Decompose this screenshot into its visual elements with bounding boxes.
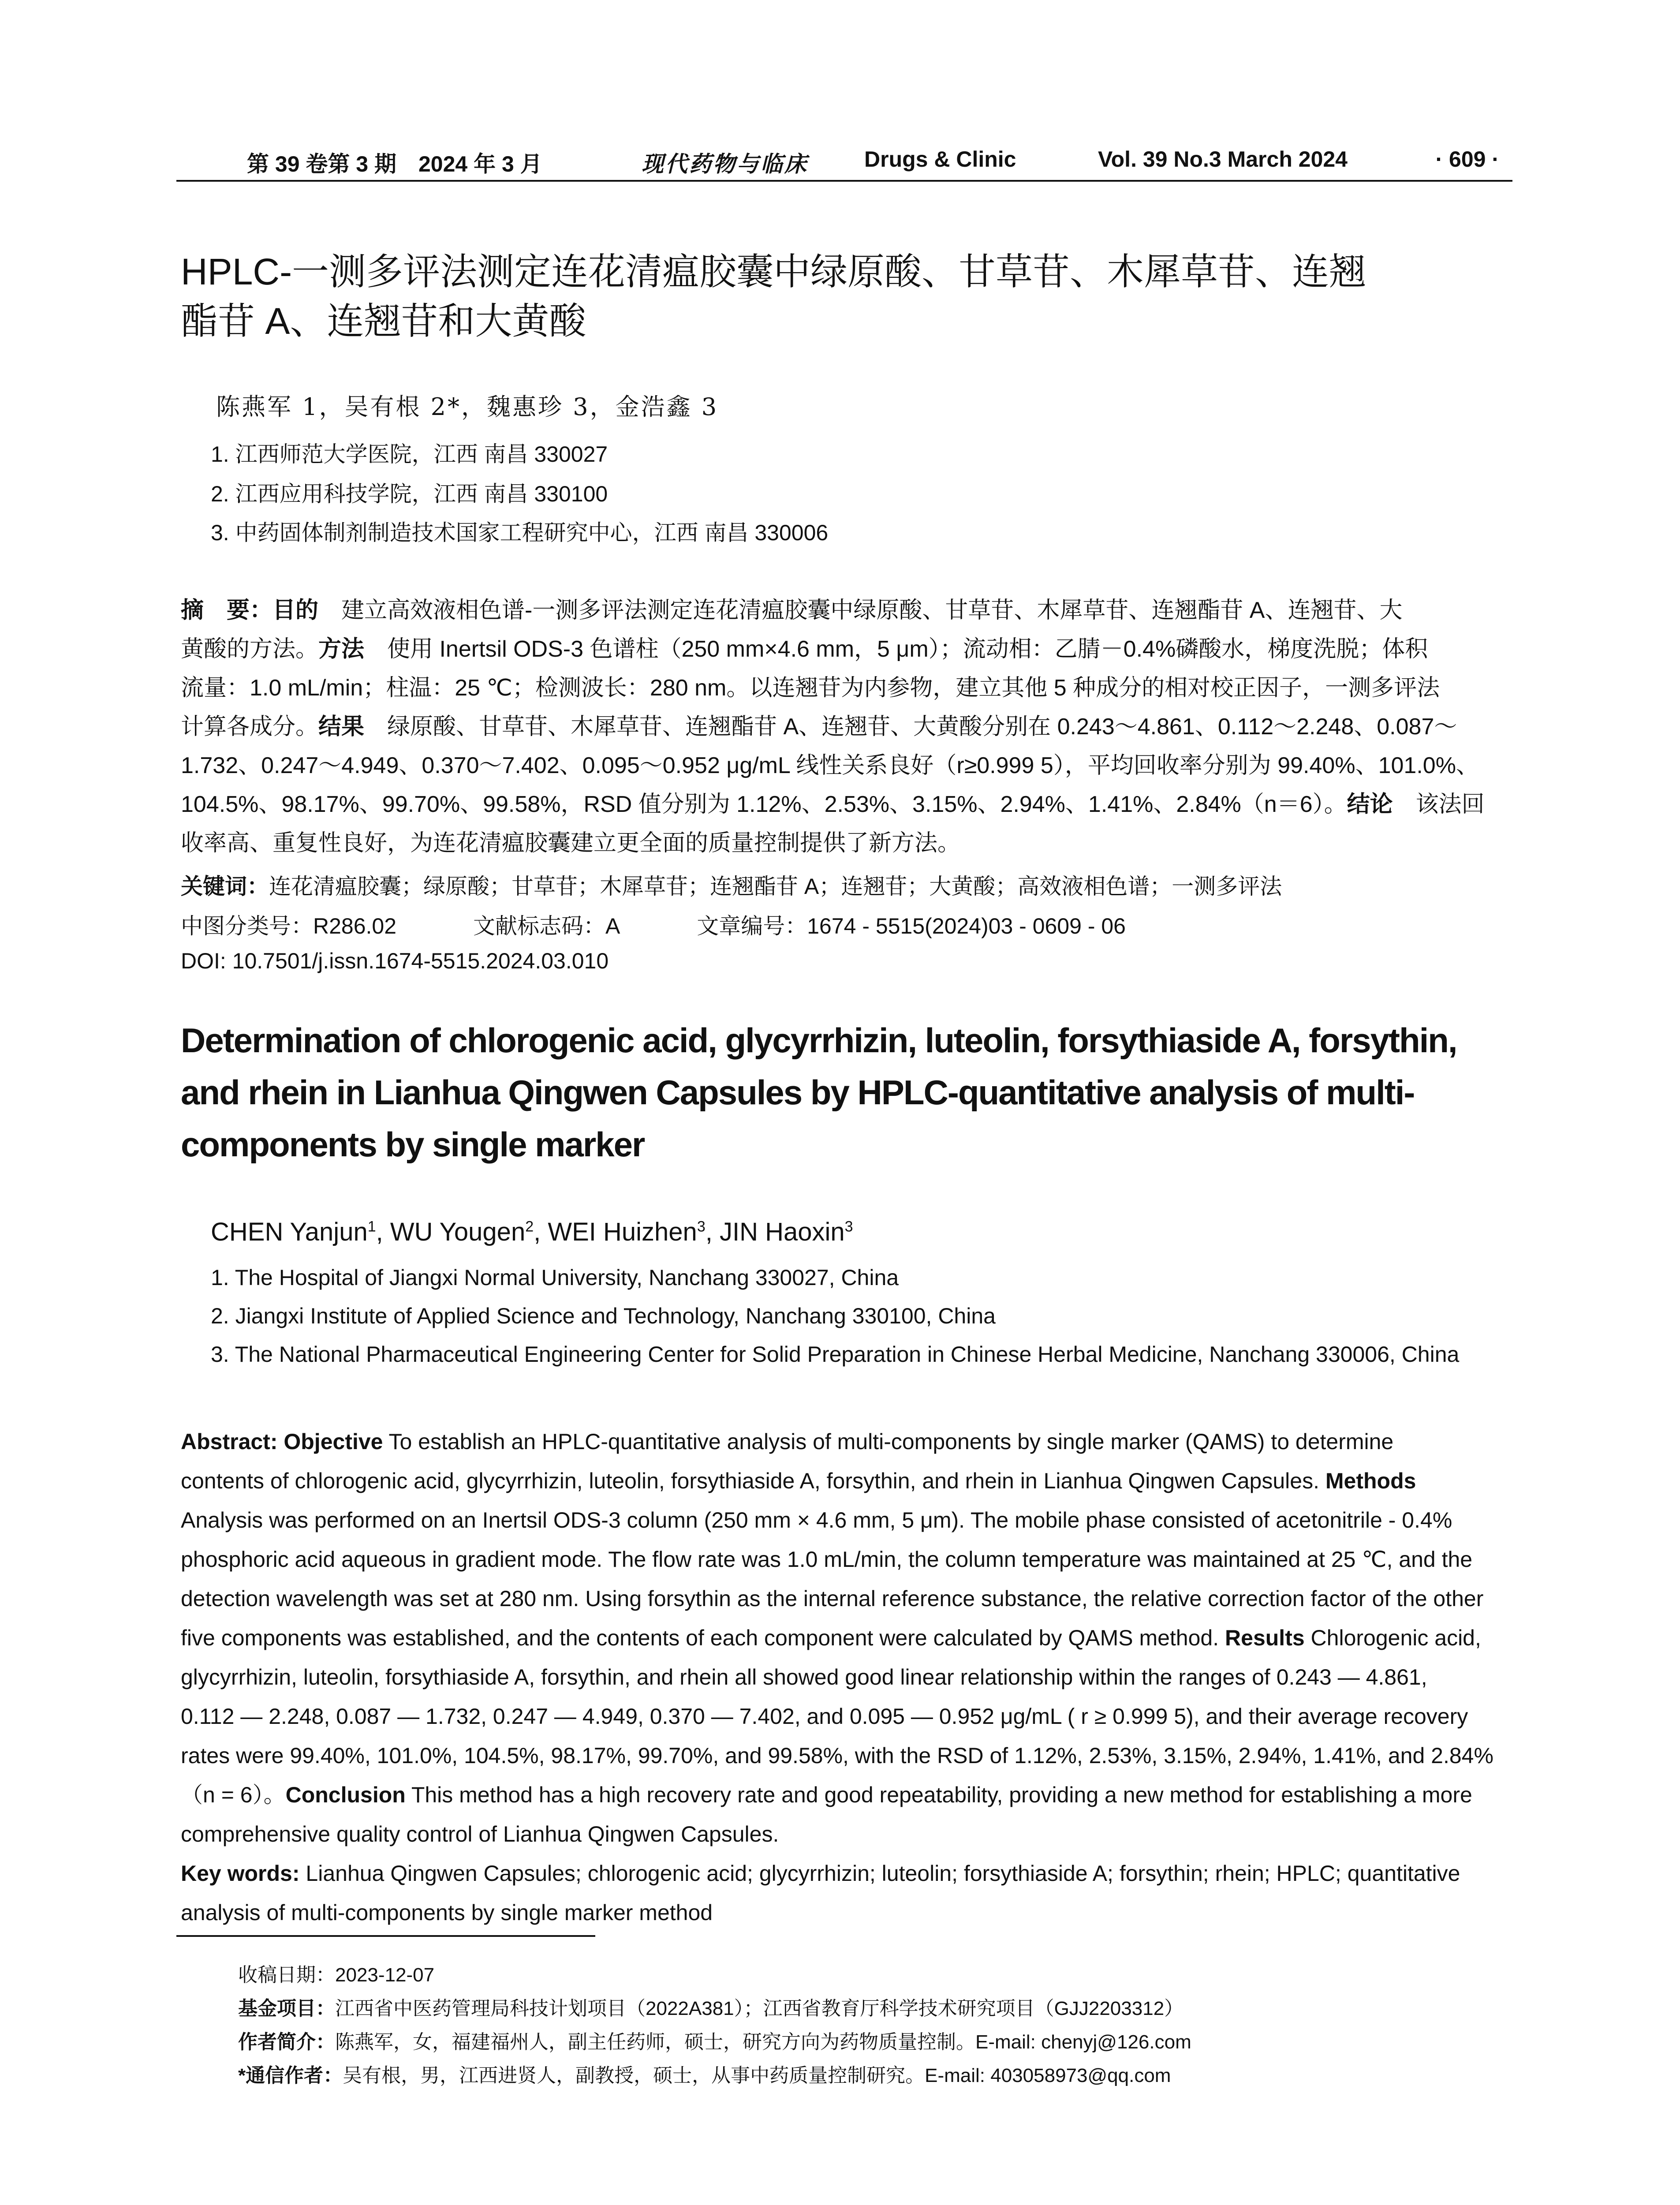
footnote-funding: 基金项目：江西省中医药管理局科技计划项目（2022A381）；江西省教育厅科学技术研究项目（GJJ2203312） bbox=[238, 1998, 1184, 2019]
english-affiliation-1: 1. The Hospital of Jiangxi Normal University, Nanchang 330027, China bbox=[211, 1265, 899, 1290]
classification-row bbox=[181, 908, 1196, 940]
chinese-abstract: 摘 要：目的 建立高效液相色谱-一测多评法测定连花清瘟胶囊中绿原酸、甘草苷、木犀草苷、连翘酯苷 A、连翘苷、大 黄酸的方法。方法 使用 Inertsil ODS-3 色谱柱（250 mm×4.6 mm，5 μm）；流动相：乙腈－0.4%磷酸水，梯度洗脱；体积 流量：1.0 mL/min；柱温：25 ℃；检测波长：280 nm。以连翘苷为内参物，建立其他 5 种成分的相对校正因子，一测多评法 计算各成分。结果 绿原酸、甘草苷、木犀草苷、连翘酯苷 A、连翘苷、大黄酸分别在 0.243～4.861、0.112～2.248、0.087～ 1.732、0.247～4.949、0.370～7.402、0.095～0.952 μg/mL 线性关系良好（r≥0.999 5），平均回收率分别为 99.40%、101.0%、 104.5%、98.17%、99.70%、99.58%，RSD 值分别为 1.12%、2.53%、3.15%、2.94%、1.41%、2.84%（n＝6）。结论 该法回 收率高、重复性良好，为连花清瘟胶囊建立更全面的质量控制提供了新方法。 bbox=[181, 598, 1485, 856]
document-code: 文献标志码：A bbox=[473, 914, 620, 938]
running-header bbox=[176, 140, 1512, 182]
chinese-affiliation-2: 2. 江西应用科技学院，江西 南昌 330100 bbox=[211, 482, 608, 506]
english-authors: CHEN Yanjun$^1$, WU Yougen$^2$, WEI Huizhen$^3$, JIN Haoxin$^3$ bbox=[211, 1218, 853, 1246]
chinese-affiliation-1: 1. 江西师范大学医院，江西 南昌 330027 bbox=[211, 442, 608, 467]
english-title: Determination of chlorogenic acid, glycyrrhizin, luteolin, forsythiaside A, forsythin, and rhein in Lianhua Qingwen Capsules by HPLC-quantitative analysis of multi- components by single marker bbox=[181, 1021, 1457, 1164]
volume-info: Vol. 39 No.3 March 2024 bbox=[1098, 147, 1348, 172]
chinese-affiliation-3: 3. 中药固体制剂制造技术国家工程研究中心，江西 南昌 330006 bbox=[211, 520, 829, 545]
english-affiliation-3: 3. The National Pharmaceutical Engineering Center for Solid Preparation in Chinese Herbal Medicine, Nanchang 330006, China bbox=[211, 1342, 1460, 1367]
english-abstract: Abstract: Objective To establish an HPLC-quantitative analysis of multi-components by single marker (QAMS) to determine contents of chlorogenic acid, glycyrrhizin, luteolin, forsythiaside A, forsythin, and rhein in Lianhua Qingwen Capsules. Methods Analysis was performed on an Inertsil ODS-3 column (250 mm × 4.6 mm, 5 μm). The mobile phase consisted of acetonitrile - 0.4% phosphoric acid aqueous in gradient mode. The flow rate was 1.0 mL/min, the column temperature was maintained at 25 ℃, and the detection wavelength was set at 280 nm. Using forsythin as the internal reference substance, the relative correction factor of the other five components was established, and the contents of each component were calculated by QAMS method. Results Chlorogenic acid, glycyrrhizin, luteolin, forsythiaside A, forsythin, and rhein all showed good linear relationship within the ranges of 0.243 — 4.861, 0.112 — 2.248, 0.087 — 1.732, 0.247 — 4.949, 0.370 — 7.402, and 0.095 — 0.952 μg/mL ( r ≥ 0.999 5), and their average recovery rates were 99.40%, 101.0%, 104.5%, 98.17%, 99.70%, and 99.58%, with the RSD of 1.12%, 2.53%, 3.15%, 2.94%, 1.41%, and 2.84% （n = 6）。Conclusion This method has a high recovery rate and good repeatability, providing a new method for establishing a more comprehensive quality control of Lianhua Qingwen Capsules. Key words: Lianhua Qingwen Capsules; chlorogenic acid; glycyrrhizin; luteolin; forsythiaside A; forsythin; rhein; HPLC; quantitative analysis of multi-components by single marker method bbox=[181, 1422, 1517, 1932]
footnote-received: 收稿日期：2023-12-07 bbox=[238, 1964, 435, 1986]
footnote-divider bbox=[176, 1935, 595, 1937]
issue-info: 第 39 卷第 3 期 2024 年 3 月 bbox=[247, 152, 542, 176]
chinese-keywords: 关键词：连花清瘟胶囊；绿原酸；甘草苷；木犀草苷；连翘酯苷 A；连翘苷；大黄酸；高效液相色谱；一测多评法 bbox=[181, 874, 1282, 899]
footnote-author-bio: 作者简介：陈燕军，女，福建福州人，副主任药师，硕士，研究方向为药物质量控制。E-mail: chenyj@126.com bbox=[238, 2031, 1191, 2053]
article-number: 文章编号：1674 - 5515(2024)03 - 0609 - 06 bbox=[697, 914, 1126, 938]
page-number: · 609 · bbox=[1435, 147, 1499, 172]
doi: DOI: 10.7501/j.issn.1674-5515.2024.03.010 bbox=[181, 949, 609, 973]
chinese-authors: 陈燕军 1，吴有根 2*，魏惠珍 3，金浩鑫 3 bbox=[216, 393, 719, 421]
english-affiliation-2: 2. Jiangxi Institute of Applied Science and Technology, Nanchang 330100, China bbox=[211, 1304, 996, 1328]
clc-number: 中图分类号：R286.02 bbox=[181, 914, 397, 938]
chinese-title: HPLC-一测多评法测定连花清瘟胶囊中绿原酸、甘草苷、木犀草苷、连翘 酯苷 A、连翘苷和大黄酸 bbox=[181, 251, 1366, 342]
journal-name-en: Drugs & Clinic bbox=[864, 147, 1016, 172]
journal-name-cn: 现代药物与临床 bbox=[642, 152, 808, 176]
footnote-corresponding-author: *通信作者：吴有根，男，江西进贤人，副教授，硕士，从事中药质量控制研究。E-mail: 403058973@qq.com bbox=[238, 2065, 1171, 2086]
english-keywords: Key words: Lianhua Qingwen Capsules; chlorogenic acid; glycyrrhizin; luteolin; forsythiaside A; forsythin; rhein; HPLC; quantitative bbox=[181, 1861, 1460, 1886]
